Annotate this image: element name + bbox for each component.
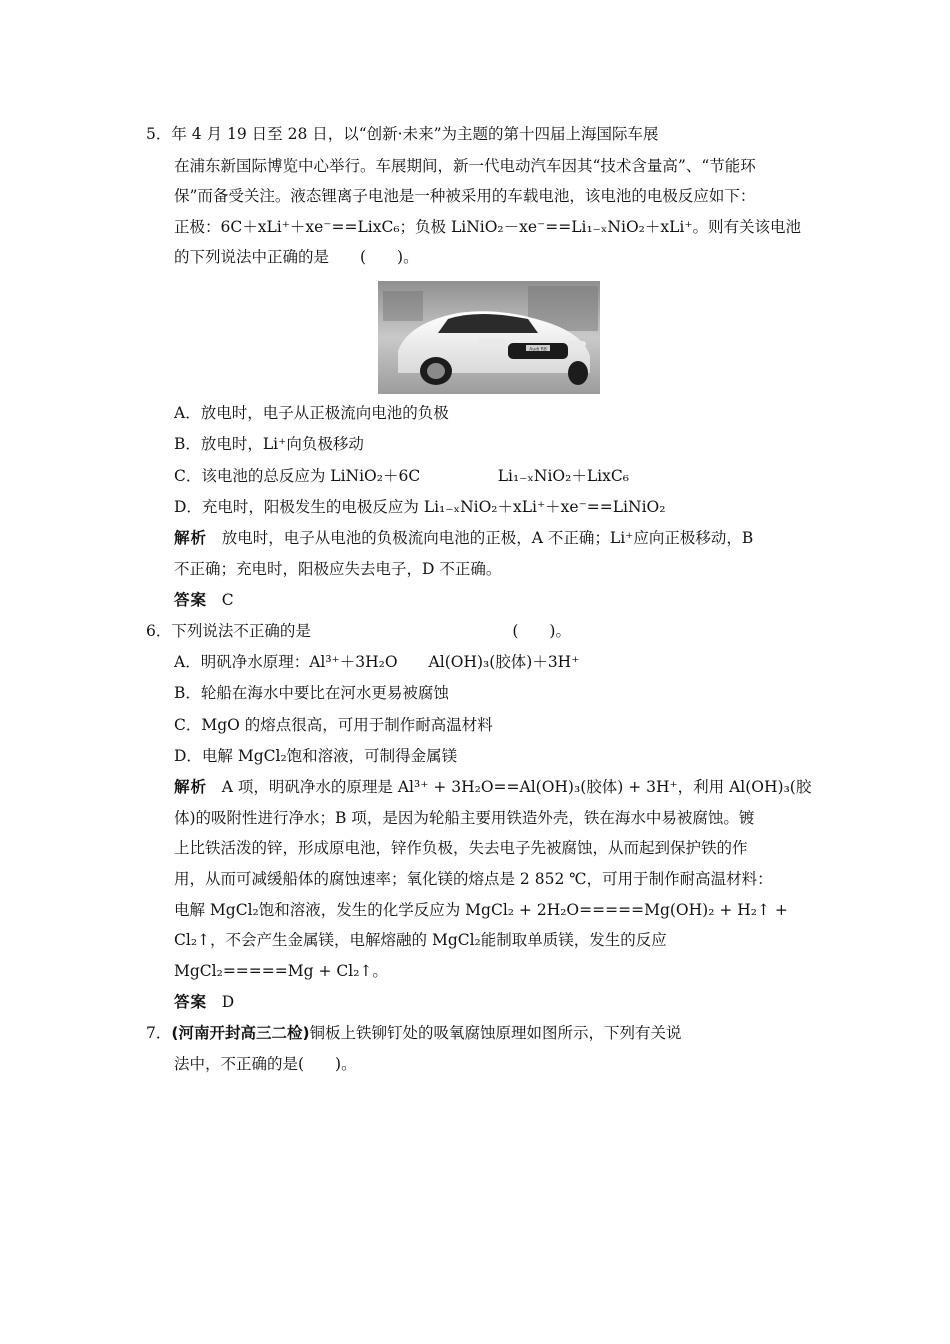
q6-explanation-line-1 xyxy=(174,777,811,797)
q6-option-a: A．明矾净水原理：Al³⁺＋3H₂O Al(OH)₃(胶体)＋3H⁺ xyxy=(174,653,580,671)
q5-explanation-label: 解析 xyxy=(174,529,208,547)
car-illustration xyxy=(378,281,600,394)
car-photo xyxy=(378,281,600,394)
q5-option-c: C．该电池的总反应为 LiNiO₂＋6C Li₁₋ₓNiO₂＋LixC₆ xyxy=(174,467,629,485)
q6-option-c: C．MgO 的熔点很高，可用于制作耐高温材料 xyxy=(174,716,493,734)
q6-option-d: D．电解 MgCl₂饱和溶液，可制得金属镁 xyxy=(174,747,458,765)
q7-stem-line-2: 法中，不正确的是( )。 xyxy=(174,1055,357,1073)
q7-stem-text: 铜板上铁铆钉处的吸氧腐蚀原理如图所示，下列有关说 xyxy=(309,1024,682,1042)
q6-explanation-line-2: 体)的吸附性进行净水；B 项，是因为轮船主要用铁造外壳，铁在海水中易被腐蚀。镀 xyxy=(174,809,755,827)
q7-stem-line-1 xyxy=(146,1023,682,1043)
q6-explanation-line-7: MgCl₂=====Mg + Cl₂↑。 xyxy=(174,962,388,980)
q6-explanation-text-1: A 项，明矾净水的原理是 Al³⁺ + 3H₂O==Al(OH)₃(胶体) + 3H⁺，利用 Al(OH)₃(胶 xyxy=(221,778,812,796)
q7-number: 7． xyxy=(146,1024,172,1042)
q5-stem-line-3: 保”而备受关注。液态锂离子电池是一种被采用的车载电池，该电池的电极反应如下： xyxy=(174,187,756,205)
q5-answer-value: C xyxy=(221,591,234,609)
car-badge-text: Audi R8 xyxy=(529,347,547,353)
q6-explanation-line-5: 电解 MgCl₂饱和溶液，发生的化学反应为 MgCl₂ + 2H₂O=====Mg(OH)₂ + H₂↑ + xyxy=(174,901,788,919)
q6-explanation-line-3: 上比铁活泼的锌，形成原电池，锌作负极，失去电子先被腐蚀，从而起到保护铁的作 xyxy=(174,839,748,857)
q6-explanation-label: 解析 xyxy=(174,778,208,796)
q6-answer-label: 答案 xyxy=(174,993,208,1011)
q6-answer-value: D xyxy=(221,993,235,1011)
q5-option-d: D．充电时，阳极发生的电极反应为 Li₁₋ₓNiO₂＋xLi⁺＋xe⁻==LiNiO₂ xyxy=(174,498,666,516)
q5-stem-line-2: 在浦东新国际博览中心举行。车展期间，新一代电动汽车因其“技术含量高”、“节能环 xyxy=(174,157,756,175)
q7-source: (河南开封高三二检) xyxy=(171,1024,310,1042)
q5-stem-line-4: 正极：6C＋xLi⁺＋xe⁻==LixC₆；负极 LiNiO₂－xe⁻==Li₁₋ₓNiO₂＋xLi⁺。则有关该电池 xyxy=(174,218,802,236)
q5-stem-line-5: 的下列说法中正确的是 ( )。 xyxy=(174,248,419,266)
q5-explanation-line-2: 不正确；充电时，阳极应失去电子，D 不正确。 xyxy=(174,560,502,578)
q6-explanation-line-4: 用，从而可减缓船体的腐蚀速率；氧化镁的熔点是 2 852 ℃，可用于制作耐高温材料： xyxy=(174,870,773,888)
q5-option-a: A．放电时，电子从正极流向电池的负极 xyxy=(174,404,449,422)
q5-explanation-text-1: 放电时，电子从电池的负极流向电池的正极，A 不正确；Li⁺应向正极移动，B xyxy=(221,529,754,547)
q5-explanation-line-1 xyxy=(174,528,753,548)
q6-stem: 6．下列说法不正确的是 ( )。 xyxy=(146,622,571,640)
q5-option-b: B．放电时，Li⁺向负极移动 xyxy=(174,435,364,453)
q5-answer xyxy=(174,590,234,610)
q6-explanation-line-6: Cl₂↑，不会产生金属镁，电解熔融的 MgCl₂能制取单质镁，发生的反应 xyxy=(174,931,667,949)
q5-answer-label: 答案 xyxy=(174,591,208,609)
q5-stem-line-1: 5．年 4 月 19 日至 28 日，以“创新·未来”为主题的第十四届上海国际车展 xyxy=(146,125,659,143)
q6-answer xyxy=(174,992,234,1012)
q6-option-b: B．轮船在海水中要比在河水更易被腐蚀 xyxy=(174,684,449,702)
